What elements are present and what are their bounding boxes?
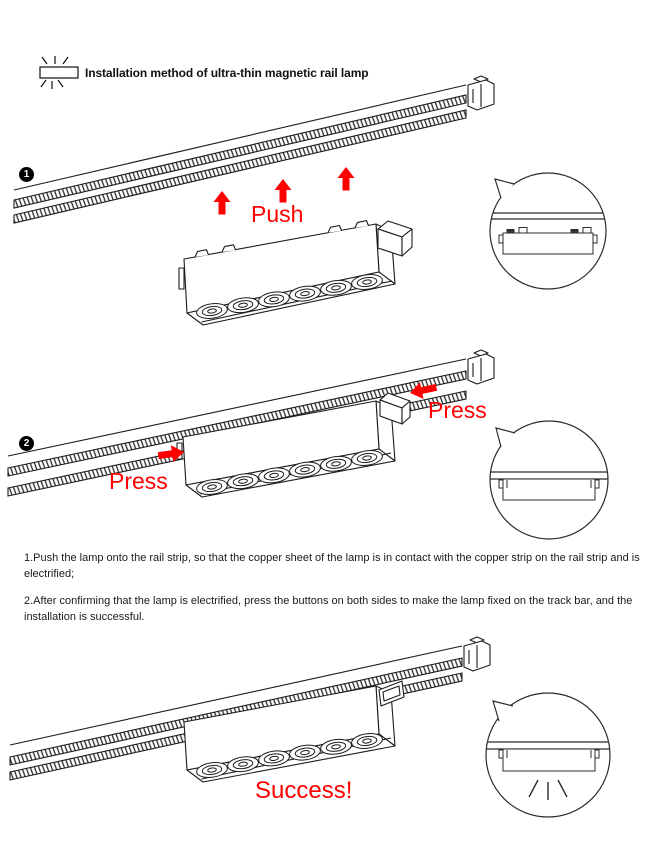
side-button — [179, 268, 184, 289]
rail-endcap — [464, 637, 490, 671]
push-arrow-icon — [275, 179, 292, 203]
step1-detail-bubble — [490, 173, 606, 289]
page-title: Installation method of ultra-thin magnetic rail lamp — [85, 66, 369, 80]
press-left-label: Press — [109, 468, 168, 494]
light-rays-top — [42, 56, 68, 64]
instruction-step-2: 2.After confirming that the lamp is electrified, press the buttons on both sides to make the lamp fixed on the track bar, and the installation is successful. — [24, 595, 633, 623]
success-label: Success! — [255, 777, 353, 804]
instruction-step-1: 1.Push the lamp onto the rail strip, so that the copper sheet of the lamp is in contact with the copper strip on the rail strip and is electrified; — [24, 552, 640, 580]
press-right-label: Press — [428, 397, 487, 423]
step3-detail-bubble — [486, 693, 610, 817]
rail-endcap — [468, 350, 494, 384]
push-arrow-icon — [214, 191, 231, 215]
lamp-side-view — [499, 749, 599, 771]
light-rays-bottom — [41, 80, 63, 89]
step2-drawing — [8, 350, 608, 539]
push-arrow-icon — [338, 167, 355, 191]
rail-endcap — [468, 76, 494, 110]
step1-lamp-drawing — [179, 221, 412, 325]
instructions-block — [24, 551, 650, 637]
step2-detail-bubble — [490, 421, 608, 539]
lamp-icon — [40, 56, 78, 89]
lamp-side-view — [499, 479, 599, 500]
push-label: Push — [251, 201, 304, 227]
lamp-body — [40, 67, 78, 78]
connector-plate — [379, 681, 404, 706]
step1-drawing — [14, 76, 606, 325]
step1-marker: 1 — [19, 167, 34, 182]
step2-marker: 2 — [19, 436, 34, 451]
